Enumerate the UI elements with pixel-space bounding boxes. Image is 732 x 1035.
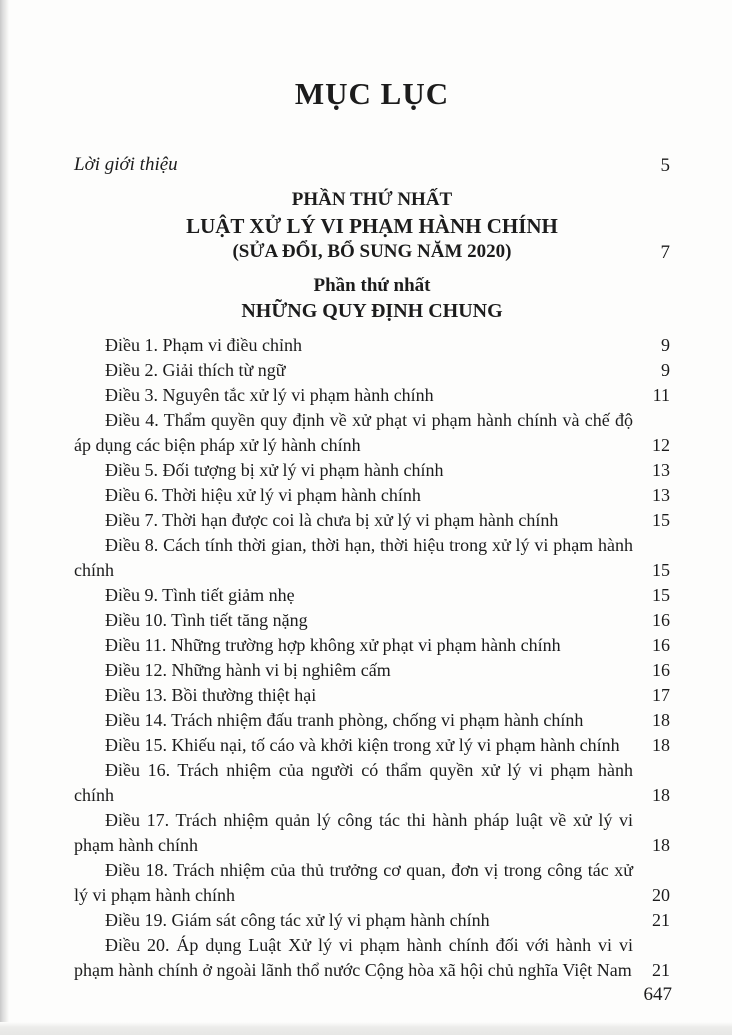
- toc-entry-page-number: 15: [652, 510, 670, 530]
- toc-entry: [74, 733, 670, 758]
- part-subtitle-row: [74, 239, 670, 265]
- toc-entry-page-number: 15: [652, 560, 670, 580]
- chapter-heading: [74, 273, 670, 324]
- toc-entries: [74, 333, 670, 983]
- toc-entry-label: Điều 7. Thời hạn được coi là chưa bị xử lý vi phạm hành chính: [105, 510, 559, 530]
- toc-entry-label: Điều 4. Thẩm quyền quy định về xử phạt vi phạm hành chính và chế độ áp dụng các biện pháp xử lý hành chính: [74, 410, 633, 455]
- toc-entry-label: Điều 9. Tình tiết giảm nhẹ: [105, 585, 295, 605]
- toc-entry-label: Điều 10. Tình tiết tăng nặng: [105, 610, 308, 630]
- footer-page-number: 647: [643, 984, 672, 1005]
- toc-entry-page-number: 16: [652, 610, 670, 630]
- toc-entry: [74, 608, 670, 633]
- toc-entry-label: Điều 1. Phạm vi điều chỉnh: [105, 335, 302, 355]
- toc-entry-label: Điều 19. Giám sát công tác xử lý vi phạm hành chính: [105, 910, 490, 930]
- toc-entry-page-number: 17: [652, 685, 670, 705]
- toc-entry-label: Điều 20. Áp dụng Luật Xử lý vi phạm hành chính đối với hành vi vi phạm hành chính ở ngoài lãnh thổ nước Cộng hòa xã hội chủ nghĩa Việt Nam: [74, 935, 633, 980]
- intro-page-number: 5: [660, 155, 670, 176]
- part-subtitle: (SỬA ĐỔI, BỔ SUNG NĂM 2020): [232, 241, 512, 262]
- part-title: LUẬT XỬ LÝ VI PHẠM HÀNH CHÍNH: [186, 214, 558, 238]
- toc-entry: [74, 483, 670, 508]
- toc-entry: [74, 858, 670, 908]
- toc-entry-page-number: 15: [652, 585, 670, 605]
- toc-entry-label: Điều 6. Thời hiệu xử lý vi phạm hành chính: [105, 485, 421, 505]
- page-title: MỤC LỤC: [294, 76, 450, 111]
- toc-entry-page-number: 13: [652, 485, 670, 505]
- toc-entry-page-number: 16: [652, 635, 670, 655]
- toc-entry-label: Điều 16. Trách nhiệm của người có thẩm quyền xử lý vi phạm hành chính: [74, 760, 633, 805]
- toc-entry-label: Điều 13. Bồi thường thiệt hại: [105, 685, 317, 705]
- toc-entry-label: Điều 17. Trách nhiệm quản lý công tác thi hành pháp luật về xử lý vi phạm hành chính: [74, 810, 633, 855]
- toc-entry: [74, 683, 670, 708]
- toc-entry: [74, 583, 670, 608]
- toc-entry-page-number: 21: [652, 910, 670, 930]
- toc-entry-label: Điều 11. Những trường hợp không xử phạt vi phạm hành chính: [105, 635, 561, 655]
- toc-entry-page-number: 9: [661, 335, 670, 355]
- toc-entry: [74, 333, 670, 358]
- toc-entry-label: Điều 14. Trách nhiệm đấu tranh phòng, chống vi phạm hành chính: [105, 710, 584, 730]
- toc-entry: [74, 408, 670, 458]
- toc-entry: [74, 808, 670, 858]
- toc-entry-page-number: 11: [652, 385, 670, 405]
- toc-entry-label: Điều 18. Trách nhiệm của thủ trưởng cơ quan, đơn vị trong công tác xử lý vi phạm hành chính: [74, 860, 633, 905]
- toc-entry-label: Điều 8. Cách tính thời gian, thời hạn, thời hiệu trong xử lý vi phạm hành chính: [74, 535, 633, 580]
- toc-entry-page-number: 18: [652, 710, 670, 730]
- toc-entry: [74, 908, 670, 933]
- intro-label: Lời giới thiệu: [74, 154, 178, 175]
- toc-entry: [74, 383, 670, 408]
- toc-entry-page-number: 18: [652, 835, 670, 855]
- toc-entry-label: Điều 5. Đối tượng bị xử lý vi phạm hành chính: [105, 460, 444, 480]
- toc-entry-page-number: 13: [652, 460, 670, 480]
- toc-entry-page-number: 20: [652, 885, 670, 905]
- chapter-title: NHỮNG QUY ĐỊNH CHUNG: [241, 300, 503, 322]
- toc-entry-label: Điều 2. Giải thích từ ngữ: [105, 360, 286, 380]
- toc-entry-page-number: 21: [652, 960, 670, 980]
- toc-entry: [74, 358, 670, 383]
- toc-entry: [74, 708, 670, 733]
- toc-entry: [74, 758, 670, 808]
- toc-entry-page-number: 9: [661, 360, 670, 380]
- page-left-edge-shadow: [0, 0, 9, 1035]
- toc-entry: [74, 533, 670, 583]
- toc-entry: [74, 933, 670, 983]
- page-content: [74, 0, 670, 983]
- part-page-number: 7: [660, 242, 670, 263]
- toc-entry-page-number: 16: [652, 660, 670, 680]
- part-heading: [74, 187, 670, 265]
- toc-entry-page-number: 12: [652, 435, 670, 455]
- toc-entry-page-number: 18: [652, 785, 670, 805]
- toc-entry-page-number: 18: [652, 735, 670, 755]
- toc-entry: [74, 658, 670, 683]
- part-kicker: PHẦN THỨ NHẤT: [291, 189, 453, 210]
- toc-entry-label: Điều 15. Khiếu nại, tố cáo và khởi kiện trong xử lý vi phạm hành chính: [105, 735, 620, 755]
- toc-entry-label: Điều 12. Những hành vi bị nghiêm cấm: [105, 660, 391, 680]
- toc-intro-row: [74, 152, 670, 178]
- page-bottom-edge-shadow: [0, 1022, 732, 1035]
- chapter-kicker: Phần thứ nhất: [313, 275, 431, 296]
- toc-entry: [74, 633, 670, 658]
- toc-entry: [74, 508, 670, 533]
- toc-entry-label: Điều 3. Nguyên tắc xử lý vi phạm hành chính: [105, 385, 434, 405]
- toc-entry: [74, 458, 670, 483]
